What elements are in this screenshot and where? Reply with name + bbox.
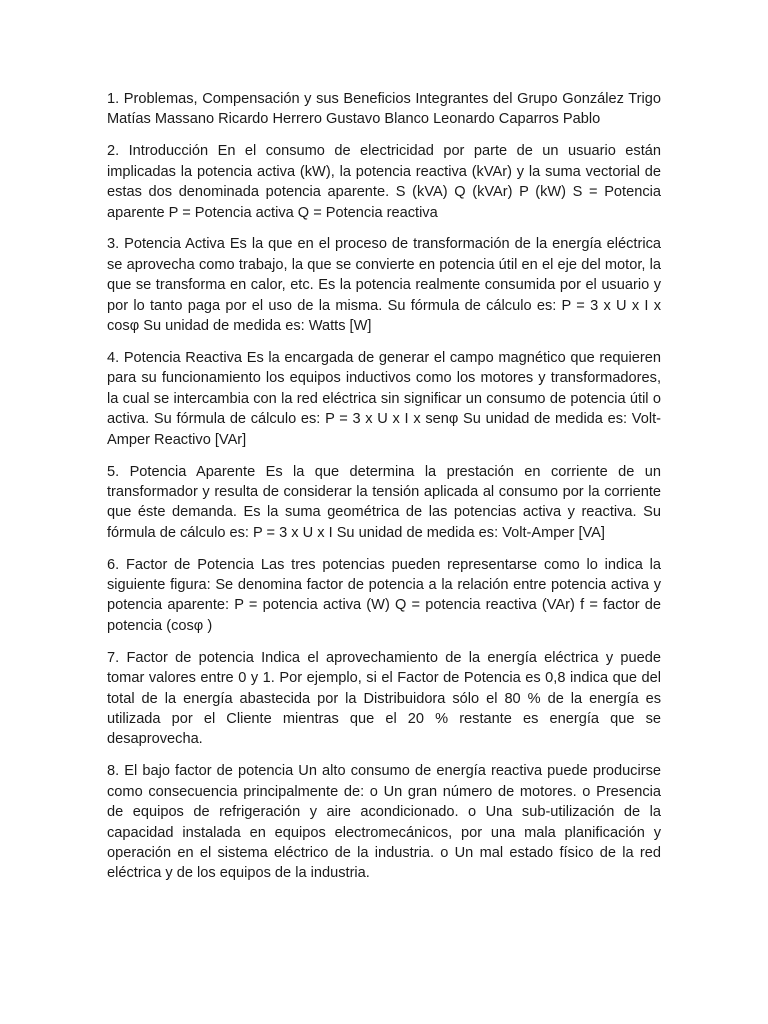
paragraph-4-potencia-reactiva: 4. Potencia Reactiva Es la encargada de generar el campo magnético que requieren para su funcionamiento los equipos inductivos como los motores y transformadores, la cual se intercambia con la red eléctrica sin significar un consumo de potencia útil o activa. Su fórmula de cálculo es: P = 3 x U x I x senφ Su unidad de medida es: Volt-Amper Reactivo [VAr]	[107, 349, 661, 448]
paragraph-1-title: 1. Problemas, Compensación y sus Beneficios Integrantes del Grupo González Trigo Matías Massano Ricardo Herrero Gustavo Blanco Leonardo Caparros Pablo	[107, 91, 661, 128]
paragraph-7-factor-de-potencia: 7. Factor de potencia Indica el aprovechamiento de la energía eléctrica y puede tomar valores entre 0 y 1. Por ejemplo, si el Factor de Potencia es 0,8 indica que del total de la energía abastecida por la Distribuidora sólo el 80 % de la energía es utilizada por el Cliente mientras que el 20 % restante es energía que se desaprovecha.	[107, 649, 661, 748]
paragraph-5-potencia-aparente: 5. Potencia Aparente Es la que determina la prestación en corriente de un transformador y resulta de considerar la tensión aplicada al consumo por la corriente que éste demanda. Es la suma geométrica de las potencias activa y reactiva. Su fórmula de cálculo es: P = 3 x U x I Su unidad de medida es: Volt-Amper [VA]	[107, 463, 661, 541]
paragraph-8-bajo-factor: 8. El bajo factor de potencia Un alto consumo de energía reactiva puede producirse como consecuencia principalmente de: o Un gran número de motores. o Presencia de equipos de refrigeración y aire acondicionado. o Una sub-utilización de la capacidad instalada en equipos electromecánicos, por una mala planificación y operación en el sistema eléctrico de la industria. o Un mal estado físico de la red eléctrica y de los equipos de la industria.	[107, 763, 661, 882]
paragraph-3-potencia-activa: 3. Potencia Activa Es la que en el proceso de transformación de la energía eléctrica se aprovecha como trabajo, la que se convierte en potencia útil en el eje del motor, la que se transforma en calor, etc. Es la potencia realmente consumida por el usuario y por lo tanto paga por el uso de la misma. Su fórmula de cálculo es: P = 3 x U x I x cosφ Su unidad de medida es: Watts [W]	[107, 236, 661, 335]
paragraph-6-factor-de-potencia: 6. Factor de Potencia Las tres potencias pueden representarse como lo indica la siguiente figura: Se denomina factor de potencia a la relación entre potencia activa y potencia aparente: P = potencia activa (W) Q = potencia reactiva (VAr) f = factor de potencia (cosφ )	[107, 556, 661, 634]
paragraph-2-introduccion: 2. Introducción En el consumo de electricidad por parte de un usuario están implicadas la potencia activa (kW), la potencia reactiva (kVAr) y la suma vectorial de estas dos denominada potencia aparente. S (kVA) Q (kVAr) P (kW) S = Potencia aparente P = Potencia activa Q = Potencia reactiva	[107, 143, 661, 221]
document-page	[107, 89, 661, 895]
